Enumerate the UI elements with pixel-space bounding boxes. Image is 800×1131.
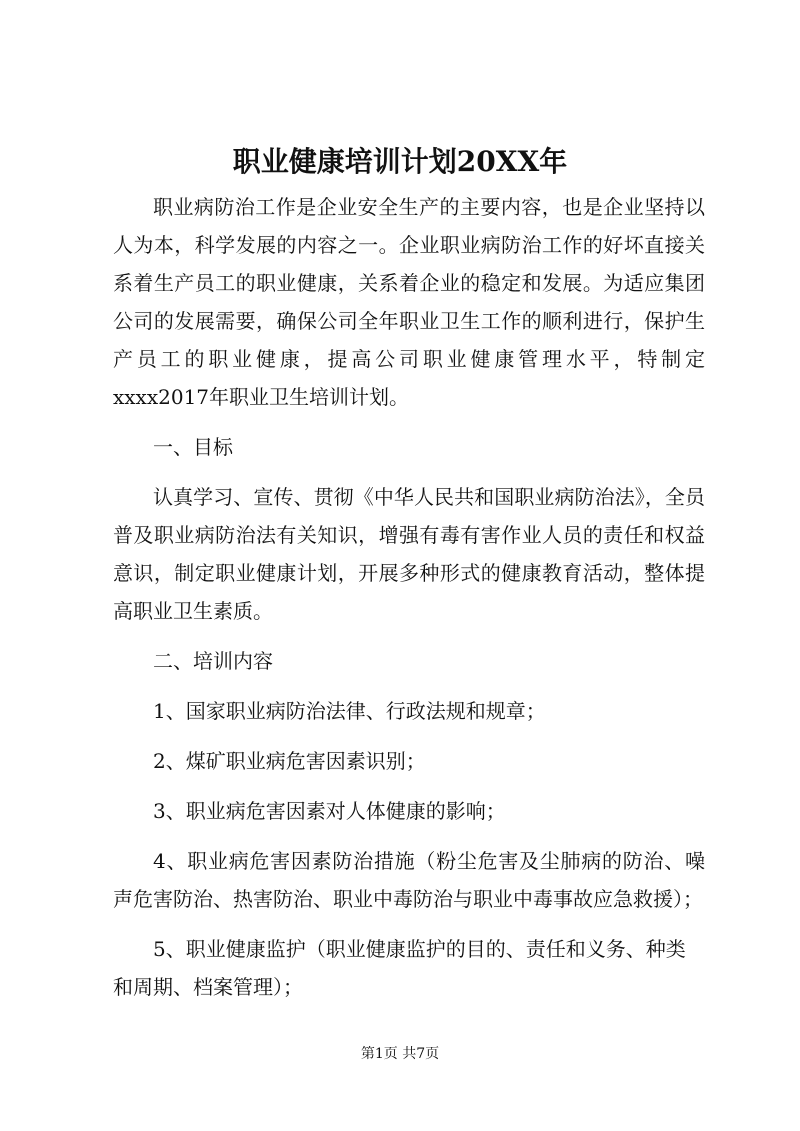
list-item: 4、职业病危害因素防治措施（粉尘危害及尘肺病的防治、噪声危害防治、热害防治、职业中毒防治与职业中毒事故应急救援）； [113,849,705,911]
list-item: 5、职业健康监护（职业健康监护的目的、责任和义务、种类和周期、档案管理）； [113,937,686,999]
section-heading-training-content: 二、培训内容 [153,649,273,673]
document-title: 职业健康培训计划20XX年 [232,145,568,178]
list-item: 3、职业病危害因素对人体健康的影响； [153,799,506,823]
list-item: 1、国家职业病防治法律、行政法规和规章； [153,699,546,723]
goal-paragraph: 认真学习、宣传、贯彻《中华人民共和国职业病防治法》，全员普及职业病防治法有关知识，增强有毒有害作业人员的责任和权益意识，制定职业健康计划，开展多种形式的健康教育活动，整体提高职业卫生素质。 [113,485,705,623]
section-heading-goal: 一、目标 [153,435,233,459]
page-number-footer: 第1页 共7页 [360,1046,440,1062]
intro-paragraph: 职业病防治工作是企业安全生产的主要内容，也是企业坚持以人为本，科学发展的内容之一。企业职业病防治工作的好坏直接关系着生产员工的职业健康，关系着企业的稳定和发展。为适应集团公司的发展需要，确保公司全年职业卫生工作的顺利进行，保护生产员工的职业健康，提高公司职业健康管理水平，特制定xxxx2017年职业卫生培训计划。 [113,195,705,409]
document-body [113,188,705,1018]
list-item: 2、煤矿职业病危害因素识别； [153,749,426,773]
